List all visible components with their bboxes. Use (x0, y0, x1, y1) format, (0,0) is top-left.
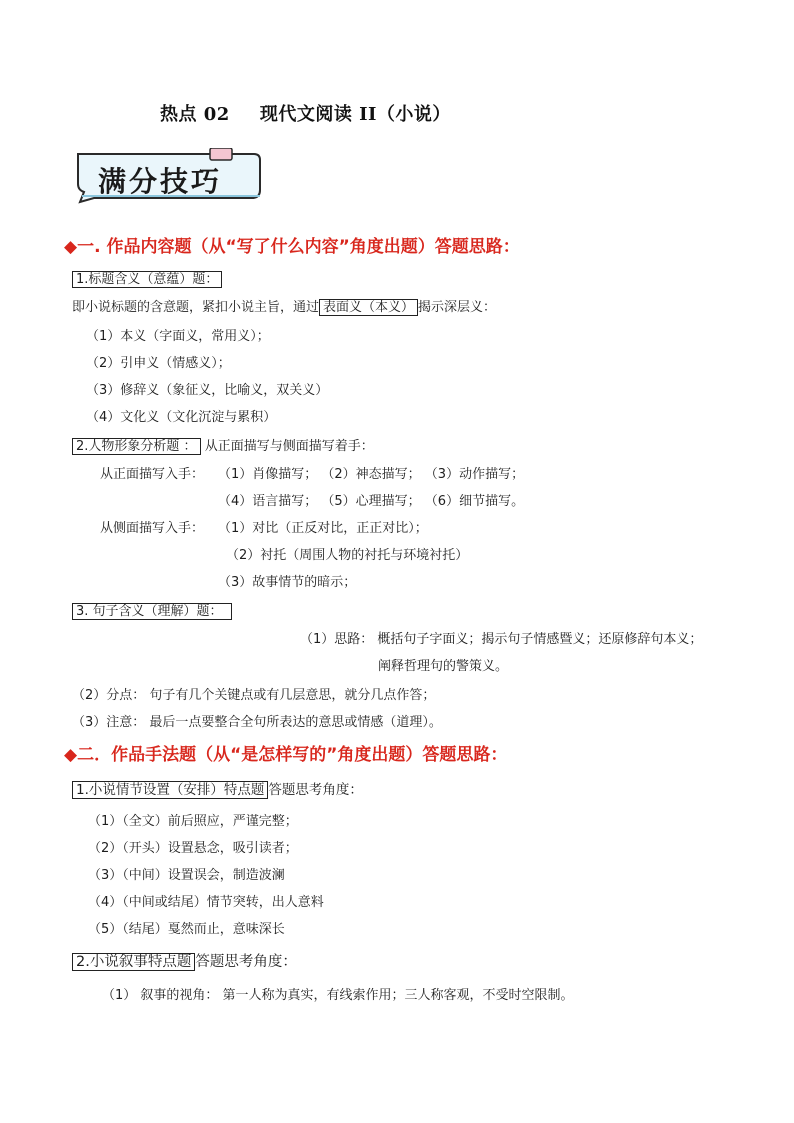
s2-q2-label-box: 2.小说叙事特点题 (72, 953, 195, 971)
q2-intro: 从正面描写与侧面描写着手： (204, 439, 374, 454)
s2-q1-item: （3）（中间）设置误会，制造波澜 (88, 868, 285, 883)
page-title (160, 100, 451, 126)
q2-side-item: （3）故事情节的暗示； (218, 575, 357, 590)
q1-label (72, 268, 222, 287)
q1-item: （1）本义（字面义，常用义）； (86, 329, 270, 344)
q2-side-item: （2）衬托（周围人物的衬托与环境衬托） (226, 548, 469, 563)
q2-side-item: （1）对比（正反对比，正正对比）； (218, 521, 428, 536)
s2-q1-item: （1）（全文）前后照应，严谨完整； (88, 814, 298, 829)
q1-intro-box: 表面义（本义） (319, 299, 418, 316)
q3-label (72, 600, 232, 619)
s2-q1-item: （2）（开头）设置悬念，吸引读者； (88, 841, 298, 856)
q1-item: （4）文化义（文化沉淀与累积） (86, 410, 277, 425)
q2-label-row (72, 435, 374, 454)
q1-item: （3）修辞义（象征义，比喻义，双关义） (86, 383, 329, 398)
q2-front-row1: （1）肖像描写； （2）神态描写； （3）动作描写； (218, 467, 525, 482)
s2-q2-item: （1） 叙事的视角： 第一人称为真实，有线索作用；三人称客观，不受时空限制。 (102, 988, 574, 1003)
q2-label-box: 2.人物形象分析题 ： (72, 438, 201, 455)
section1-heading: ◆一. 作品内容题（从“写了什么内容”角度出题）答题思路： (64, 237, 520, 257)
s2-q2-suffix: 答题思考角度： (195, 954, 297, 970)
q1-intro-b: 揭示深层义： (418, 300, 497, 315)
q1-item: （2）引申义（情感义）； (86, 356, 231, 371)
s2-q1-suffix: 答题思考角度： (268, 782, 363, 798)
q1-label-box: 1.标题含义（意蕴）题： (72, 271, 222, 288)
s2-q1-item: （4）（中间或结尾）情节突转，出人意料 (88, 895, 324, 910)
q2-side-label: 从侧面描写入手： (100, 521, 205, 536)
q1-intro-a: 即小说标题的含意题，紧扣小说主旨，通过 (72, 300, 320, 315)
banner-text: 满分技巧 (98, 165, 223, 198)
q3-idea-b: 阐释哲理句的警策义。 (378, 659, 509, 674)
q3-point3: （3）注意： 最后一点要整合全句所表达的意思或情感（道理）。 (72, 715, 442, 730)
s2-q1-label-row (72, 778, 363, 798)
q1-intro (72, 296, 496, 315)
s2-q1-item: （5）（结尾）戛然而止，意味深长 (88, 922, 285, 937)
q3-label-box: 3. 句子含义（理解）题： (72, 603, 232, 620)
q3-idea-a: （1）思路： 概括句子字面义；揭示句子情感暨义；还原修辞句本义； (300, 632, 703, 647)
q3-point2: （2）分点： 句子有几个关键点或有几层意思，就分几点作答； (72, 688, 436, 703)
q2-front-row2: （4）语言描写； （5）心理描写； （6）细节描写。 (218, 494, 525, 509)
title-code: 热点 02 (160, 104, 230, 125)
s2-q2-label-row (72, 950, 297, 971)
section2-heading: ◆二．作品手法题（从“是怎样写的”角度出题）答题思路： (64, 745, 508, 765)
title-name: 现代文阅读 II（小说） (259, 104, 451, 125)
s2-q1-label-box: 1.小说情节设置（安排）特点题 (72, 781, 268, 799)
q2-front-label: 从正面描写入手： (100, 467, 205, 482)
